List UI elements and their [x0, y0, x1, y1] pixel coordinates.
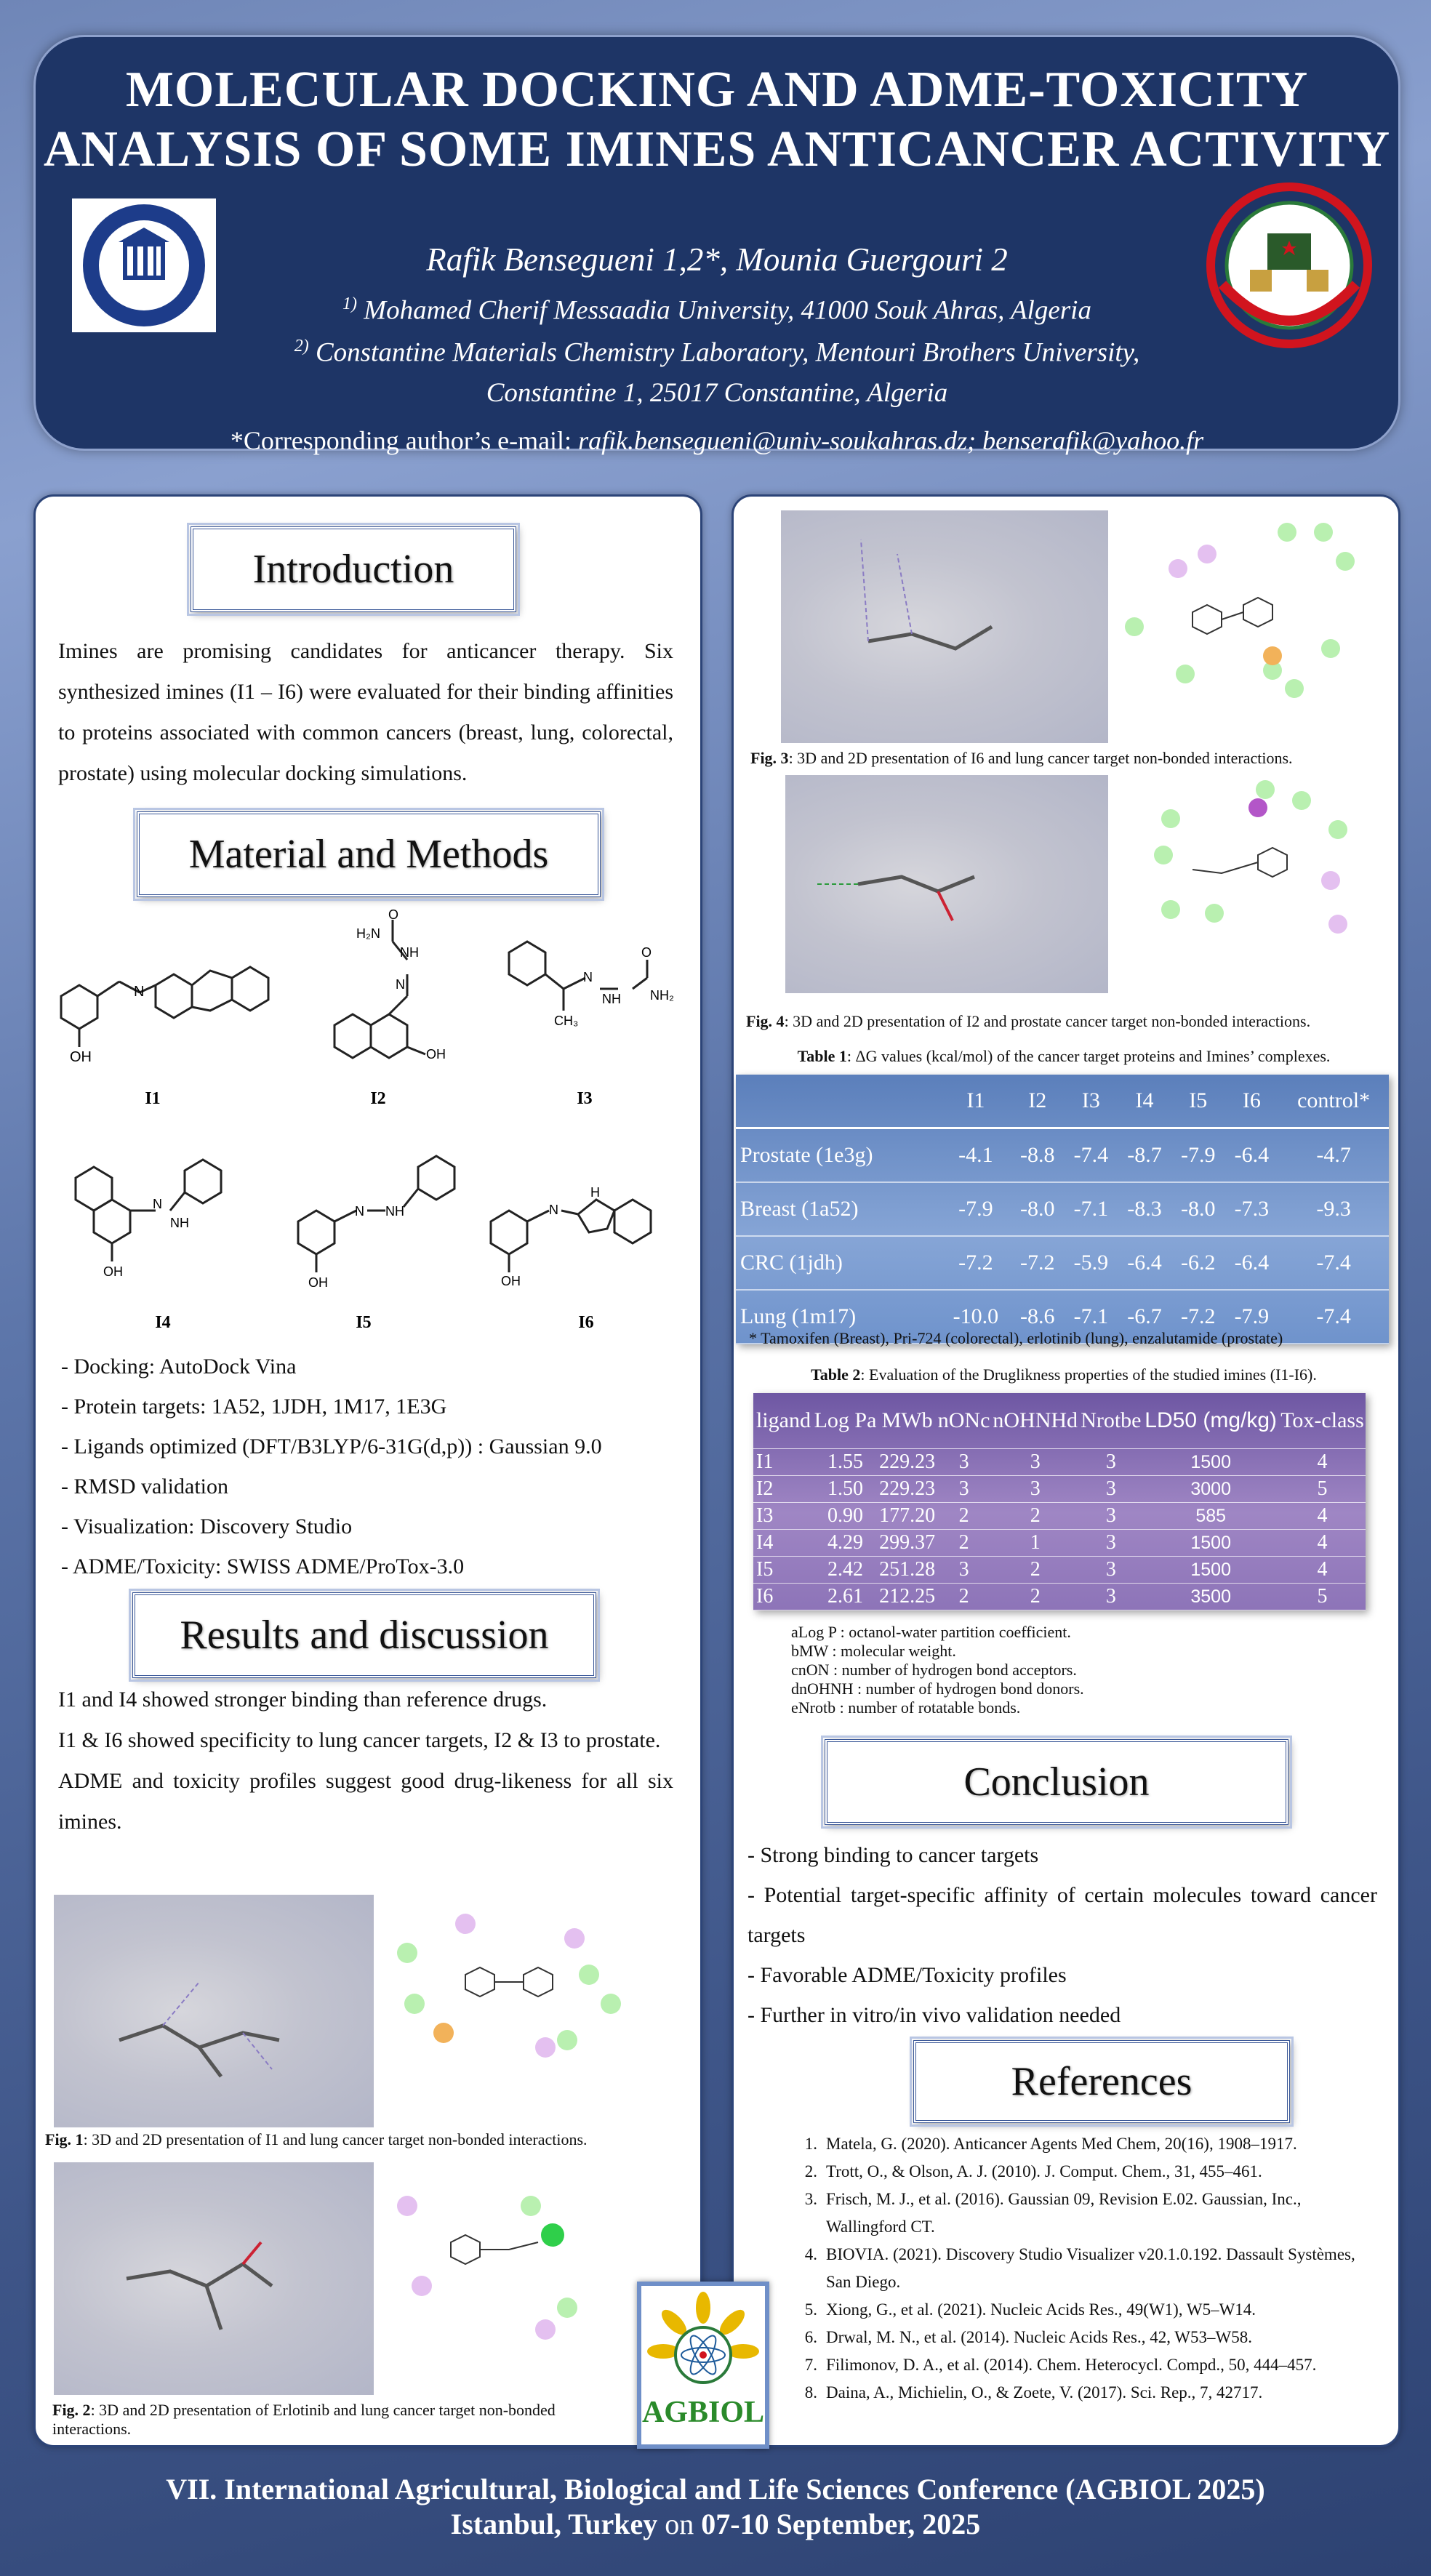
table2-cell: 2.42: [813, 1557, 878, 1584]
svg-text:N: N: [583, 970, 593, 984]
affiliation-2: [36, 337, 1398, 368]
affiliation-2-cont: Constantine 1, 25017 Constantine, Algeria: [486, 378, 948, 408]
table2-cell: 2: [991, 1557, 1079, 1584]
fig3-2d-diagram: [1113, 510, 1382, 743]
table1-cell: -4.1: [941, 1128, 1011, 1183]
table2-cell: 2: [991, 1503, 1079, 1530]
fig2-2d-diagram: [378, 2162, 640, 2395]
methods-item: - Docking: AutoDock Vina: [61, 1355, 297, 1379]
table2-header-cell: MWb: [878, 1393, 937, 1449]
methods-heading: Material and Methods: [137, 811, 601, 897]
table1-cell: Prostate (1e3g): [736, 1128, 941, 1183]
aff2-mark: 2): [294, 337, 309, 356]
fig2-3d-image: [54, 2162, 374, 2395]
table2-cell: 251.28: [878, 1557, 937, 1584]
reference-item: 8. Daina, A., Michielin, O., & Zoete, V. (2017). Sci. Rep., 7, 42717.: [788, 2379, 1377, 2407]
results-line: ADME and toxicity profiles suggest good drug-likeness for all six imines.: [58, 1769, 673, 1834]
table2-cell: 4: [1279, 1449, 1366, 1476]
table2-cell: 4.29: [813, 1530, 878, 1557]
table2-cell: I6: [753, 1584, 813, 1610]
table1-header-cell: control*: [1278, 1075, 1389, 1128]
table1-cell: -7.3: [1225, 1182, 1279, 1236]
svg-text:OH: OH: [501, 1274, 521, 1288]
fig2-caption-label: Fig. 2: [52, 2401, 91, 2419]
table2-cell: 1500: [1142, 1557, 1279, 1584]
table2-header-cell: ligand: [753, 1393, 813, 1449]
table2-caption: [731, 1365, 1396, 1384]
conference-line-1: VII. International Agricultural, Biological and Life Sciences Conference (AGBIOL 2025): [166, 2473, 1265, 2505]
table2-header-cell: nOHNHd: [991, 1393, 1079, 1449]
methods-item: - Ligands optimized (DFT/B3LYP/6-31G(d,p)) : Gaussian 9.0: [61, 1435, 602, 1458]
reference-item: 7. Filimonov, D. A., et al. (2014). Chem. Heterocycl. Compd., 50, 444–457.: [788, 2351, 1377, 2379]
svg-text:OH: OH: [103, 1264, 123, 1279]
table1-cell: -8.6: [1011, 1290, 1065, 1344]
fig4-caption: [746, 1012, 1386, 1031]
table2-row: [753, 1584, 1366, 1610]
table2-cell: 1500: [1142, 1449, 1279, 1476]
table1-row: [736, 1182, 1389, 1236]
corresponding-author: [36, 425, 1398, 456]
table2-cell: 3: [1079, 1476, 1142, 1503]
fig4-2d-diagram: [1113, 775, 1382, 993]
corr-email[interactable]: rafik.bensegueni@univ-soukahras.dz; benserafik@yahoo.fr: [578, 426, 1204, 455]
svg-text:OH: OH: [308, 1275, 328, 1290]
reference-text: Drwal, M. N., et al. (2014). Nucleic Acids Res., 42, W53–W58.: [826, 2328, 1252, 2346]
table1-cell: -7.2: [941, 1236, 1011, 1290]
table2-cell: I2: [753, 1476, 813, 1503]
svg-text:OH: OH: [426, 1047, 446, 1062]
table1-footnote: * Tamoxifen (Breast), Pri-724 (colorectal), erlotinib (lung), enzalutamide (prostate): [749, 1329, 1283, 1347]
table1-cell: Lung (1m17): [736, 1290, 941, 1344]
molecule-i5-structure: [284, 1141, 473, 1316]
table1-cell: -8.0: [1011, 1182, 1065, 1236]
table1-cell: CRC (1jdh): [736, 1236, 941, 1290]
table2-cell: 3: [1079, 1557, 1142, 1584]
introduction-heading: Introduction: [191, 526, 516, 612]
table2-header-cell: LD50 (mg/kg): [1142, 1393, 1279, 1449]
fig1-caption: [45, 2130, 685, 2149]
reference-item: 5. Xiong, G., et al. (2021). Nucleic Acids Res., 49(W1), W5–W14.: [788, 2296, 1377, 2324]
svg-text:NH: NH: [602, 992, 621, 1006]
conclusion-list: [747, 1835, 1377, 2035]
table2-row: [753, 1503, 1366, 1530]
reference-item: 3. Frisch, M. J., et al. (2016). Gaussian 09, Revision E.02. Gaussian, Inc., Wallingford CT.: [788, 2186, 1377, 2241]
table2-header-cell: Log Pa: [813, 1393, 878, 1449]
svg-text:NH: NH: [170, 1216, 189, 1230]
reference-text: Matela, G. (2020). Anticancer Agents Med Chem, 20(16), 1908–1917.: [826, 2135, 1297, 2153]
conference-on: on: [657, 2508, 702, 2540]
title-line-1: MOLECULAR DOCKING AND ADME-TOXICITY: [125, 62, 1309, 118]
svg-text:O: O: [641, 945, 652, 960]
table2-cell: 1: [991, 1530, 1079, 1557]
svg-text:H₂N: H₂N: [356, 926, 380, 941]
table2-note: aLog P : octanol-water partition coefficient.: [791, 1623, 1071, 1641]
molecule-label-i4: I4: [155, 1313, 171, 1332]
table1: [736, 1075, 1389, 1344]
table1-cell: -6.4: [1118, 1236, 1171, 1290]
table1-row: [736, 1128, 1389, 1183]
table2-cell: 2: [937, 1503, 991, 1530]
table2-cell: 2: [937, 1584, 991, 1610]
table2-cell: 3: [937, 1557, 991, 1584]
table2-cell: 299.37: [878, 1530, 937, 1557]
table1-header-cell: I1: [941, 1075, 1011, 1128]
fig3-caption-label: Fig. 3: [750, 749, 789, 767]
fig3-3d-image: [781, 510, 1108, 743]
table2-cell: 3: [937, 1449, 991, 1476]
fig4-caption-text: : 3D and 2D presentation of I2 and prostate cancer target non-bonded interactions.: [784, 1012, 1311, 1030]
fig4-caption-label: Fig. 4: [746, 1012, 785, 1030]
table1-header-row: [736, 1075, 1389, 1128]
table1-cell: -4.7: [1278, 1128, 1389, 1183]
fig3-caption: [750, 749, 1383, 768]
reference-text: Trott, O., & Olson, A. J. (2010). J. Comput. Chem., 31, 455–461.: [826, 2162, 1262, 2180]
svg-text:N: N: [549, 1203, 558, 1217]
molecule-label-i6: I6: [578, 1313, 594, 1332]
reference-item: 4. BIOVIA. (2021). Discovery Studio Visualizer v20.1.0.192. Dassault Systèmes, San Diego.: [788, 2241, 1377, 2296]
table1-cell: -8.0: [1171, 1182, 1225, 1236]
table2-cell: 5: [1279, 1584, 1366, 1610]
table2-header-cell: Tox-class: [1279, 1393, 1366, 1449]
table2-cell: 212.25: [878, 1584, 937, 1610]
table2-note: bMW : molecular weight.: [791, 1642, 956, 1660]
table2-cell: 229.23: [878, 1449, 937, 1476]
table2-notes: [791, 1623, 1373, 1717]
table2-cell: 2.61: [813, 1584, 878, 1610]
table2-note: eNrotb : number of rotatable bonds.: [791, 1698, 1021, 1717]
reference-item: 2. Trott, O., & Olson, A. J. (2010). J. Comput. Chem., 31, 455–461.: [788, 2158, 1377, 2186]
table1-cell: -7.4: [1278, 1236, 1389, 1290]
table2-cell: 3000: [1142, 1476, 1279, 1503]
table2-cell: 585: [1142, 1503, 1279, 1530]
table1-cell: Breast (1a52): [736, 1182, 941, 1236]
reference-text: Frisch, M. J., et al. (2016). Gaussian 09, Revision E.02. Gaussian, Inc., Wallingford CT.: [826, 2190, 1302, 2236]
table2-note: dnOHNH : number of hydrogen bond donors.: [791, 1680, 1084, 1698]
conclusion-heading: Conclusion: [825, 1739, 1288, 1825]
molecule-i2-structure: [320, 909, 480, 1091]
table2-cell: 3: [991, 1476, 1079, 1503]
table1-cell: -6.4: [1225, 1236, 1279, 1290]
table2-cell: I5: [753, 1557, 813, 1584]
table1-header-cell: I5: [1171, 1075, 1225, 1128]
methods-item: - Protein targets: 1A52, 1JDH, 1M17, 1E3G: [61, 1395, 447, 1419]
aff1-text: Mohamed Cherif Messaadia University, 41000 Souk Ahras, Algeria: [364, 295, 1091, 326]
table1-cell: -10.0: [941, 1290, 1011, 1344]
table2-cell: 1.55: [813, 1449, 878, 1476]
molecule-label-i5: I5: [356, 1313, 372, 1332]
corr-label: *Corresponding author’s e-mail:: [230, 426, 579, 455]
introduction-text: Imines are promising candidates for anticancer therapy. Six synthesized imines (I1 – I6) were evaluated for their binding affinities to proteins associated with common cancers (breast, lung, colorectal, prostate) using molecular docking simulations.: [58, 639, 673, 785]
table1-caption: [731, 1047, 1396, 1066]
table2-cell: 3: [1079, 1530, 1142, 1557]
reference-text: Filimonov, D. A., et al. (2014). Chem. Heterocycl. Compd., 50, 444–457.: [826, 2356, 1317, 2374]
fig2-caption-text: : 3D and 2D presentation of Erlotinib and lung cancer target non-bonded interactions.: [52, 2401, 556, 2438]
methods-item: - RMSD validation: [61, 1474, 228, 1498]
table1-caption-label: Table 1: [797, 1047, 847, 1065]
conference-dates: 07-10 September, 2025: [701, 2508, 981, 2540]
table1-cell: -7.1: [1065, 1182, 1118, 1236]
molecule-i3-structure: [494, 909, 691, 1091]
table2-cell: 3: [1079, 1503, 1142, 1530]
table1-cell: -7.4: [1065, 1128, 1118, 1183]
table1-cell: -8.8: [1011, 1128, 1065, 1183]
references-list: [788, 2130, 1377, 2407]
table2-header-cell: Nrotbe: [1079, 1393, 1142, 1449]
references-heading: References: [913, 2040, 1290, 2123]
table2-cell: 0.90: [813, 1503, 878, 1530]
table2-header-cell: nONc: [937, 1393, 991, 1449]
table1-row: [736, 1236, 1389, 1290]
table1-cell: -6.7: [1118, 1290, 1171, 1344]
table1-cell: -8.7: [1118, 1128, 1171, 1183]
table1-header-cell: [736, 1075, 941, 1128]
table2-caption-text: : Evaluation of the Druglikness properties of the studied imines (I1-I6).: [860, 1365, 1317, 1384]
molecule-label-i1: I1: [145, 1089, 161, 1108]
table2-cell: 3: [937, 1476, 991, 1503]
table2-caption-label: Table 2: [811, 1365, 861, 1384]
table1-cell: -7.9: [1171, 1128, 1225, 1183]
methods-item: - Visualization: Discovery Studio: [61, 1514, 353, 1538]
aff2-text: Constantine Materials Chemistry Laboratory, Mentouri Brothers University,: [315, 337, 1140, 368]
methods-list: [61, 1347, 602, 1586]
results-line: I1 and I4 showed stronger binding than reference drugs.: [58, 1688, 548, 1712]
table2-cell: 4: [1279, 1530, 1366, 1557]
agbiol-logo: [637, 2282, 769, 2449]
fig1-2d-diagram: [378, 1895, 640, 2127]
molecule-label-i3: I3: [577, 1089, 593, 1108]
table2-cell: 1.50: [813, 1476, 878, 1503]
table1-header-cell: I2: [1011, 1075, 1065, 1128]
table1-cell: -7.9: [1225, 1290, 1279, 1344]
conclusion-item: - Favorable ADME/Toxicity profiles: [747, 1963, 1067, 1987]
table2-row: [753, 1530, 1366, 1557]
table1-cell: -9.3: [1278, 1182, 1389, 1236]
molecule-label-i2: I2: [370, 1089, 386, 1108]
fig1-caption-label: Fig. 1: [45, 2130, 84, 2148]
table2-cell: 229.23: [878, 1476, 937, 1503]
table1-cell: -6.4: [1225, 1128, 1279, 1183]
svg-text:NH: NH: [385, 1204, 404, 1219]
svg-text:N: N: [134, 984, 145, 1000]
aff1-mark: 1): [342, 294, 358, 313]
molecule-i6-structure: [480, 1156, 691, 1316]
svg-text:CH₃: CH₃: [554, 1014, 579, 1028]
agbiol-logo-text: AGBIOL: [641, 2396, 765, 2429]
conclusion-item: - Further in vitro/in vivo validation needed: [747, 2003, 1121, 2027]
svg-text:H: H: [590, 1185, 600, 1200]
table1-header-cell: I3: [1065, 1075, 1118, 1128]
reference-item: 1. Matela, G. (2020). Anticancer Agents Med Chem, 20(16), 1908–1917.: [788, 2130, 1377, 2158]
methods-item: - ADME/Toxicity: SWISS ADME/ProTox-3.0: [61, 1554, 465, 1578]
results-line: I1 & I6 showed specificity to lung cancer targets, I2 & I3 to prostate.: [58, 1728, 661, 1752]
table2: [753, 1393, 1366, 1610]
poster-title: [36, 60, 1398, 180]
table1-cell: -5.9: [1065, 1236, 1118, 1290]
table2-cell: 3: [1079, 1449, 1142, 1476]
fig3-caption-text: : 3D and 2D presentation of I6 and lung cancer target non-bonded interactions.: [788, 749, 1293, 767]
table1-cell: -7.2: [1011, 1236, 1065, 1290]
table2-cell: I4: [753, 1530, 813, 1557]
reference-text: Daina, A., Michielin, O., & Zoete, V. (2017). Sci. Rep., 7, 42717.: [826, 2383, 1263, 2402]
conference-location: Istanbul, Turkey: [450, 2508, 658, 2540]
conclusion-item: - Strong binding to cancer targets: [747, 1843, 1039, 1867]
table2-cell: 3500: [1142, 1584, 1279, 1610]
svg-text:N: N: [355, 1204, 364, 1219]
table2-cell: I3: [753, 1503, 813, 1530]
table2-header-row: [753, 1393, 1366, 1449]
molecule-i4-structure: [61, 1141, 265, 1316]
table1-header-cell: I4: [1118, 1075, 1171, 1128]
table2-row: [753, 1476, 1366, 1503]
table1-cell: -7.4: [1278, 1290, 1389, 1344]
table1-header-cell: I6: [1225, 1075, 1279, 1128]
table2-cell: 5: [1279, 1476, 1366, 1503]
table2-row: [753, 1449, 1366, 1476]
svg-text:NH: NH: [400, 945, 419, 960]
table2-cell: 1500: [1142, 1530, 1279, 1557]
table1-cell: -7.1: [1065, 1290, 1118, 1344]
table1-cell: -7.9: [941, 1182, 1011, 1236]
table2-cell: 3: [991, 1449, 1079, 1476]
table2-cell: I1: [753, 1449, 813, 1476]
authors: Rafik Bensegueni 1,2*, Mounia Guergouri 2: [426, 241, 1008, 278]
svg-text:N: N: [396, 977, 405, 992]
table1-cell: -6.2: [1171, 1236, 1225, 1290]
table2-cell: 2: [991, 1584, 1079, 1610]
table2-cell: 2: [937, 1530, 991, 1557]
title-line-2: ANALYSIS OF SOME IMINES ANTICANCER ACTIVITY: [43, 121, 1391, 177]
svg-text:OH: OH: [70, 1049, 92, 1065]
table1-cell: -7.2: [1171, 1290, 1225, 1344]
fig2-caption: [52, 2401, 634, 2439]
conference-line-2: [0, 2507, 1431, 2541]
table2-cell: 177.20: [878, 1503, 937, 1530]
svg-text:O: O: [388, 909, 399, 922]
reference-text: Xiong, G., et al. (2021). Nucleic Acids Res., 49(W1), W5–W14.: [826, 2300, 1256, 2319]
table2-cell: 4: [1279, 1503, 1366, 1530]
svg-text:N: N: [153, 1197, 162, 1211]
conclusion-item: - Potential target-specific affinity of certain molecules toward cancer targets: [747, 1883, 1377, 1947]
fig4-3d-image: [785, 775, 1108, 993]
fig1-caption-text: : 3D and 2D presentation of I1 and lung cancer target non-bonded interactions.: [83, 2130, 588, 2148]
reference-text: BIOVIA. (2021). Discovery Studio Visualizer v20.1.0.192. Dassault Systèmes, San Diego.: [826, 2245, 1355, 2291]
reference-item: 6. Drwal, M. N., et al. (2014). Nucleic Acids Res., 42, W53–W58.: [788, 2324, 1377, 2351]
molecule-i1-structure: [47, 909, 308, 1091]
results-heading: Results and discussion: [132, 1592, 596, 1678]
table2-cell: 3: [1079, 1584, 1142, 1610]
table1-cell: -8.3: [1118, 1182, 1171, 1236]
results-text: [58, 1680, 673, 1842]
affiliation-1: [36, 294, 1398, 326]
poster-header: [33, 35, 1400, 455]
table1-caption-text: : ΔG values (kcal/mol) of the cancer target proteins and Imines’ complexes.: [846, 1047, 1331, 1065]
table2-row: [753, 1557, 1366, 1584]
table2-cell: 4: [1279, 1557, 1366, 1584]
fig1-3d-image: [54, 1895, 374, 2127]
table2-note: cnON : number of hydrogen bond acceptors.: [791, 1661, 1077, 1679]
svg-text:NH₂: NH₂: [650, 988, 674, 1003]
